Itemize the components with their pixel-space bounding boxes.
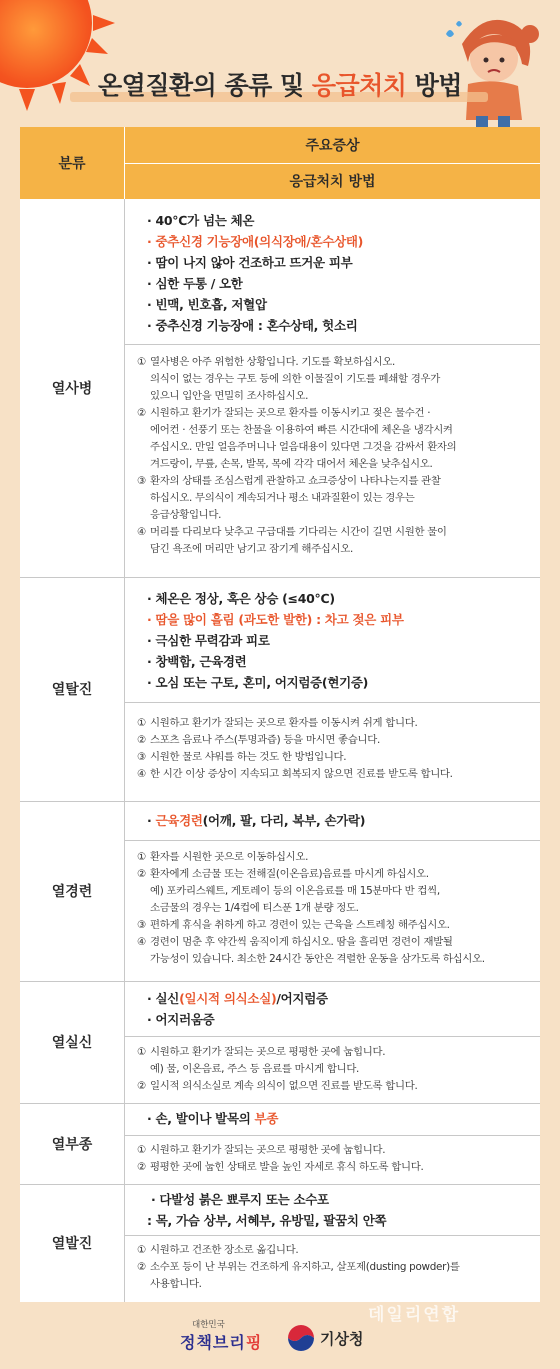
- symptoms-cell: [125, 577, 540, 703]
- care-item: ② 일시적 의식소실로 계속 의식이 없으면 진료를 받도록 합니다.: [137, 1080, 418, 1092]
- care-item: ④ 한 시간 이상 증상이 지속되고 회복되지 않으면 진료를 받도록 합니다.: [137, 768, 453, 780]
- first-aid-cell: [125, 715, 540, 783]
- table-header: [20, 127, 540, 199]
- care-item: ② 평평한 곳에 눕힌 상태로 발을 높인 자세로 휴식 하도록 합니다.: [137, 1161, 424, 1173]
- symptom-item: · 중추신경 기능장애 : 혼수상태, 헛소리: [147, 315, 540, 336]
- row-name: 열경련: [20, 801, 125, 981]
- korea-label: 대한민국: [192, 1320, 225, 1330]
- care-item: ① 시원하고 환기가 잘되는 곳으로 환자를 이동시켜 쉬게 합니다.: [137, 717, 418, 729]
- row-name: 열사병: [20, 199, 125, 577]
- symptoms-cell: [125, 199, 540, 345]
- symptoms-cell: [125, 981, 540, 1037]
- care-item: ④ 머리를 다리보다 낮추고 구급대를 기다리는 시간이 길면 시원한 물이 담긴 욕조에 머리만 남기고 잠기게 해주십시오.: [137, 526, 447, 555]
- first-aid-cell: [125, 1044, 540, 1095]
- policy-briefing-logo: 정책브리핑: [180, 1333, 263, 1352]
- care-item: ① 열사병은 아주 위험한 상황입니다. 기도를 확보하십시오. 의식이 없는 경우는 구토 등에 의한 이물질이 기도를 폐쇄할 경우가 있으니 입안을 면밀히 조사하십시오.: [137, 356, 440, 402]
- symptom-item: · 근육경련(어깨, 팔, 다리, 복부, 손가락): [147, 810, 540, 831]
- symptom-location-line: : 목, 가슴 상부, 서혜부, 유방밑, 팔꿈치 안쪽: [147, 1213, 387, 1228]
- symptom-item: · 중추신경 기능장애(의식장애/혼수상태): [147, 231, 540, 252]
- header-symptoms: 주요증상: [125, 127, 540, 164]
- table-row-heat-cramps: [20, 801, 540, 982]
- symptoms-cell: [125, 1103, 540, 1136]
- first-aid-cell: [125, 1142, 540, 1176]
- care-item: ① 환자를 시원한 곳으로 이동하십시오.: [137, 851, 309, 863]
- care-item: ② 시원하고 환기가 잘되는 곳으로 환자를 이동시키고 젖은 물수건 · 에어컨 · 선풍기 또는 찬물을 이용하여 빠른 시간대에 체온을 냉각시켜 주십시오. 만일 얼음주머니나 얼음대용이 있다면 그것을 감싸서 환자의 겨드랑이, 무릎, 손목, 발목, 목에 각각 대어서 체온을 낮추십시오.: [137, 407, 457, 470]
- title-highlight: 응급처치: [311, 71, 407, 100]
- table-row-heat-exhaustion: [20, 577, 540, 802]
- care-item: ① 시원하고 건조한 장소로 옮깁니다.: [137, 1244, 299, 1256]
- symptoms-cell: [125, 801, 540, 841]
- care-item: ② 스포츠 음료나 주스(투명과즙) 등을 마시면 좋습니다.: [137, 734, 381, 746]
- care-item: ③ 환자의 상태를 조심스럽게 관찰하고 쇼크증상이 나타나는지를 관찰 하십시오. 무의식이 계속되거나 평소 내과질환이 있는 경우는 응급상황입니다.: [137, 475, 441, 521]
- row-name: 열부종: [20, 1103, 125, 1184]
- table-row-heat-edema: [20, 1103, 540, 1185]
- symptom-item: · 오심 또는 구토, 혼미, 어지럼증(현기증): [147, 672, 540, 693]
- header-category: 분류: [20, 127, 125, 199]
- symptom-item: · 극심한 무력감과 피로: [147, 630, 540, 651]
- table-row-heat-syncope: [20, 981, 540, 1104]
- symptom-item: · 어지러움증: [147, 1009, 540, 1030]
- symptom-item: · 창백함, 근육경련: [147, 651, 540, 672]
- first-aid-cell: [125, 1242, 540, 1293]
- footer: [0, 1318, 560, 1358]
- symptom-item: · 땀이 나지 않아 건조하고 뜨거운 피부: [147, 252, 540, 273]
- row-name: 열실신: [20, 981, 125, 1103]
- symptom-item: · 실신(일시적 의식소실)/어지럼증: [147, 988, 540, 1009]
- symptom-item: · 심한 두통 / 오한: [147, 273, 540, 294]
- symptom-item: · 땀을 많이 흘림 (과도한 발한) : 차고 젖은 피부: [147, 609, 540, 630]
- agency-name: 기상청: [320, 1330, 364, 1348]
- care-item: ④ 경련이 멈춘 후 약간씩 움직이게 하십시오. 땀을 흘리면 경련이 재발될 가능성이 있습니다. 최소한 24시간 동안은 격렬한 운동을 삼가도록 하십시오.: [137, 936, 485, 965]
- watermark: 데일리연합: [368, 1305, 461, 1325]
- row-name: 열발진: [20, 1184, 125, 1302]
- symptom-item: · 다발성 붉은 뾰루지 또는 소수포: [151, 1189, 540, 1210]
- first-aid-cell: [125, 354, 540, 558]
- government-emblem-icon: [287, 1324, 315, 1352]
- care-item: ② 환자에게 소금물 또는 전해질(이온음료)음료를 마시게 하십시오. 예) 포카리스웨트, 게토레이 등의 이온음료를 매 15분마다 반 컵씩, 소금물의 경우는 1/4컵에 티스푼 1개 분량 정도.: [137, 868, 440, 914]
- care-item: ③ 편하게 휴식을 취하게 하고 경련이 있는 근육을 스트레칭 해주십시오.: [137, 919, 450, 931]
- header-first-aid: 응급처치 방법: [289, 174, 376, 190]
- table-row-heatstroke: [20, 199, 540, 578]
- symptom-item: · 체온은 정상, 혹은 상승 (≤40℃): [147, 588, 540, 609]
- symptom-item: · 손, 발이나 발목의 부종: [147, 1108, 540, 1129]
- symptom-item: · 빈맥, 빈호흡, 저혈압: [147, 294, 540, 315]
- first-aid-cell: [125, 849, 540, 968]
- care-item: ① 시원하고 환기가 잘되는 곳으로 평평한 곳에 눕힙니다. 예) 물, 이온음료, 주스 등 음료를 마시게 합니다.: [137, 1046, 386, 1075]
- row-name: 열탈진: [20, 577, 125, 801]
- table-row-heat-rash: [20, 1184, 540, 1302]
- symptoms-cell: [125, 1184, 540, 1236]
- page-title: 온열질환의 종류 및 응급처치 방법: [98, 71, 462, 100]
- care-item: ① 시원하고 환기가 잘되는 곳으로 평평한 곳에 눕힙니다.: [137, 1144, 386, 1156]
- care-item: ② 소수포 등이 난 부위는 건조하게 유지하고, 살포제(dusting powder)를 사용합니다.: [137, 1261, 460, 1290]
- care-item: ③ 시원한 물로 샤워를 하는 것도 한 방법입니다.: [137, 751, 347, 763]
- symptom-item: · 40℃가 넘는 체온: [147, 210, 540, 231]
